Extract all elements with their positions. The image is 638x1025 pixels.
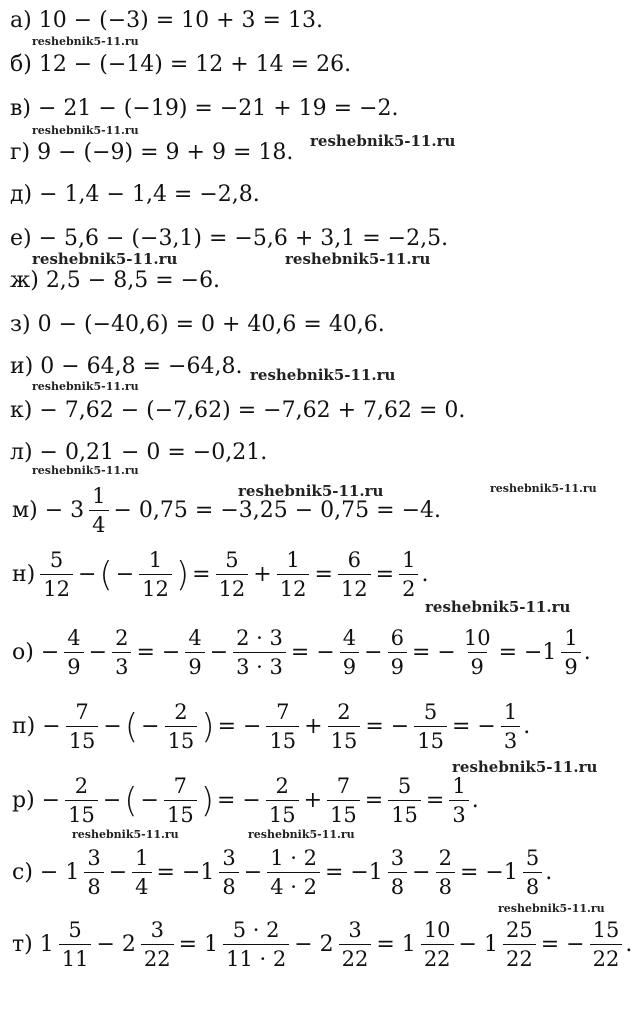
denominator: 11 bbox=[59, 944, 92, 971]
operator: = − bbox=[540, 932, 585, 957]
solution-r bbox=[10, 774, 479, 827]
operator: = − bbox=[290, 640, 335, 665]
numerator: 1 bbox=[402, 548, 416, 572]
denominator: 15 bbox=[388, 800, 421, 827]
operator: − bbox=[141, 714, 160, 739]
label: м) − 3 bbox=[12, 498, 85, 523]
fraction bbox=[40, 548, 73, 601]
denominator: 9 bbox=[64, 652, 83, 679]
numerator: 2 bbox=[115, 626, 129, 650]
fraction bbox=[590, 918, 623, 971]
fraction bbox=[164, 774, 197, 827]
denominator: 15 bbox=[266, 800, 299, 827]
watermark: reshebnik5-11.ru bbox=[498, 902, 605, 915]
fraction bbox=[328, 700, 361, 753]
denominator: 9 bbox=[388, 652, 407, 679]
fraction bbox=[89, 484, 108, 537]
numerator: 1 bbox=[92, 484, 106, 508]
label: т) 1 bbox=[12, 932, 54, 957]
watermark: reshebnik5-11.ru bbox=[32, 250, 178, 268]
fraction bbox=[219, 846, 238, 899]
numerator: 5 bbox=[68, 918, 82, 942]
numerator: 2 bbox=[337, 700, 351, 724]
operator: = −1 bbox=[156, 860, 215, 885]
fraction bbox=[388, 774, 421, 827]
operator: = − bbox=[217, 714, 262, 739]
paren-right: ) bbox=[201, 706, 215, 747]
label: р) − bbox=[12, 788, 61, 813]
solution-k: к) − 7,62 − (−7,62) = −7,62 + 7,62 = 0. bbox=[10, 398, 466, 423]
solution-a: а) 10 − (−3) = 10 + 3 = 13. bbox=[10, 8, 323, 33]
label: п) − bbox=[12, 714, 61, 739]
solution-e: е) − 5,6 − (−3,1) = −5,6 + 3,1 = −2,5. bbox=[10, 226, 449, 251]
numerator: 1 bbox=[135, 846, 149, 870]
numerator: 6 bbox=[390, 626, 404, 650]
fraction bbox=[223, 918, 289, 971]
denominator: 12 bbox=[40, 574, 73, 601]
denominator: 22 bbox=[421, 944, 454, 971]
numerator: 5 bbox=[423, 700, 438, 724]
operator: = 1 bbox=[376, 932, 416, 957]
denominator: 8 bbox=[388, 872, 407, 899]
denominator: 8 bbox=[523, 872, 542, 899]
numerator: 4 bbox=[67, 626, 81, 650]
numerator: 7 bbox=[75, 700, 89, 724]
operator: − bbox=[412, 860, 431, 885]
fraction bbox=[59, 918, 92, 971]
watermark: reshebnik5-11.ru bbox=[32, 124, 139, 137]
denominator: 12 bbox=[216, 574, 249, 601]
denominator: 4 · 2 bbox=[267, 872, 320, 899]
fraction bbox=[132, 846, 151, 899]
paren-left: ( bbox=[99, 554, 113, 595]
numerator: 2 bbox=[275, 774, 289, 798]
paren-right: ) bbox=[175, 554, 190, 595]
watermark: reshebnik5-11.ru bbox=[248, 828, 355, 841]
period: . bbox=[471, 788, 479, 813]
numerator: 2 bbox=[174, 700, 188, 724]
paren-left: ( bbox=[124, 780, 138, 821]
fraction bbox=[267, 846, 320, 899]
operator: − bbox=[102, 788, 122, 813]
solution-z: з) 0 − (−40,6) = 0 + 40,6 = 40,6. bbox=[10, 312, 385, 337]
operator: = − bbox=[216, 788, 261, 813]
operator: = − bbox=[411, 640, 456, 665]
denominator: 3 bbox=[112, 652, 131, 679]
numerator: 3 bbox=[150, 918, 164, 942]
fraction bbox=[388, 846, 407, 899]
numerator: 1 bbox=[148, 548, 163, 572]
denominator: 22 bbox=[141, 944, 174, 971]
operator: = 1 bbox=[178, 932, 219, 957]
watermark: reshebnik5-11.ru bbox=[490, 482, 597, 495]
operator: − bbox=[108, 860, 128, 885]
solution-p bbox=[10, 700, 530, 753]
denominator: 12 bbox=[277, 574, 310, 601]
numerator: 15 bbox=[592, 918, 620, 942]
operator: − 1 bbox=[458, 932, 498, 957]
denominator: 9 bbox=[561, 652, 580, 679]
fraction bbox=[266, 700, 299, 753]
numerator: 6 bbox=[347, 548, 361, 572]
fraction bbox=[339, 918, 372, 971]
numerator: 7 bbox=[336, 774, 351, 798]
operator: = bbox=[364, 788, 384, 813]
denominator: 2 bbox=[399, 574, 418, 601]
watermark: reshebnik5-11.ru bbox=[32, 464, 139, 477]
numerator: 7 bbox=[276, 700, 290, 724]
denominator: 3 bbox=[449, 800, 468, 827]
fraction bbox=[233, 626, 286, 679]
fraction bbox=[65, 774, 98, 827]
watermark: reshebnik5-11.ru bbox=[310, 132, 456, 150]
numerator: 7 bbox=[173, 774, 188, 798]
denominator: 15 bbox=[327, 800, 360, 827]
numerator: 1 bbox=[452, 774, 466, 798]
fraction bbox=[338, 548, 371, 601]
fraction bbox=[340, 626, 359, 679]
label: о) − bbox=[12, 640, 60, 665]
fraction bbox=[523, 846, 542, 899]
operator: = bbox=[192, 562, 211, 587]
watermark: reshebnik5-11.ru bbox=[32, 35, 139, 48]
solution-v: в) − 21 − (−19) = −21 + 19 = −2. bbox=[10, 96, 399, 121]
numerator: 1 · 2 bbox=[270, 846, 317, 870]
operator: − bbox=[88, 640, 108, 665]
numerator: 3 bbox=[390, 846, 405, 870]
numerator: 5 bbox=[525, 846, 540, 870]
watermark: reshebnik5-11.ru bbox=[425, 598, 571, 616]
solution-t bbox=[10, 918, 632, 971]
operator: = −1 bbox=[324, 860, 383, 885]
denominator: 9 bbox=[468, 652, 487, 679]
denominator: 15 bbox=[328, 726, 361, 753]
denominator: 12 bbox=[338, 574, 371, 601]
numerator: 10 bbox=[423, 918, 451, 942]
fraction bbox=[399, 548, 418, 601]
solution-g: г) 9 − (−9) = 9 + 9 = 18. bbox=[10, 140, 294, 165]
numerator: 10 bbox=[463, 626, 491, 650]
period: . bbox=[421, 562, 429, 587]
numerator: 1 bbox=[564, 626, 578, 650]
paren-right: ) bbox=[200, 780, 214, 821]
operator: − 2 bbox=[294, 932, 334, 957]
solution-i: и) 0 − 64,8 = −64,8. bbox=[10, 354, 243, 379]
denominator: 9 bbox=[185, 652, 204, 679]
operator: = − bbox=[136, 640, 181, 665]
numerator: 3 bbox=[348, 918, 362, 942]
denominator: 15 bbox=[164, 800, 197, 827]
fraction bbox=[421, 918, 454, 971]
solution-b: б) 12 − (−14) = 12 + 14 = 26. bbox=[10, 52, 352, 77]
watermark: reshebnik5-11.ru bbox=[32, 380, 139, 393]
operator: − bbox=[140, 788, 159, 813]
label: с) − 1 bbox=[12, 860, 80, 885]
solution-l: л) − 0,21 − 0 = −0,21. bbox=[10, 440, 268, 465]
fraction bbox=[277, 548, 310, 601]
denominator: 4 bbox=[89, 510, 108, 537]
denominator: 9 bbox=[340, 652, 359, 679]
numerator: 5 bbox=[225, 548, 239, 572]
fraction bbox=[501, 700, 520, 753]
denominator: 12 bbox=[139, 574, 172, 601]
denominator: 22 bbox=[339, 944, 372, 971]
fraction bbox=[388, 626, 407, 679]
denominator: 15 bbox=[266, 726, 299, 753]
denominator: 15 bbox=[165, 726, 198, 753]
fraction bbox=[327, 774, 360, 827]
denominator: 3 · 3 bbox=[233, 652, 286, 679]
numerator: 4 bbox=[188, 626, 202, 650]
numerator: 4 bbox=[342, 626, 357, 650]
operator: = −1 bbox=[498, 640, 557, 665]
numerator: 5 bbox=[397, 774, 412, 798]
denominator: 8 bbox=[84, 872, 103, 899]
numerator: 3 bbox=[222, 846, 236, 870]
fraction bbox=[165, 700, 198, 753]
fraction bbox=[185, 626, 204, 679]
fraction bbox=[414, 700, 447, 753]
solution-n bbox=[10, 548, 428, 601]
operator: = − bbox=[451, 714, 496, 739]
numerator: 25 bbox=[505, 918, 533, 942]
operator: − bbox=[209, 640, 229, 665]
period: . bbox=[545, 860, 553, 885]
denominator: 8 bbox=[219, 872, 238, 899]
operator: = bbox=[425, 788, 445, 813]
denominator: 4 bbox=[132, 872, 151, 899]
operator: − bbox=[115, 562, 135, 587]
fraction bbox=[503, 918, 536, 971]
operator: + bbox=[253, 562, 272, 587]
denominator: 22 bbox=[590, 944, 623, 971]
denominator: 8 bbox=[436, 872, 455, 899]
operator: = bbox=[375, 562, 395, 587]
watermark: reshebnik5-11.ru bbox=[452, 758, 598, 776]
fraction bbox=[84, 846, 103, 899]
watermark: reshebnik5-11.ru bbox=[285, 250, 431, 268]
numerator: 2 bbox=[74, 774, 89, 798]
fraction bbox=[461, 626, 494, 679]
numerator: 3 bbox=[87, 846, 101, 870]
operator: + bbox=[304, 714, 323, 739]
watermark: reshebnik5-11.ru bbox=[238, 482, 384, 500]
numerator: 5 · 2 bbox=[232, 918, 280, 942]
solution-zh: ж) 2,5 − 8,5 = −6. bbox=[10, 268, 221, 293]
period: . bbox=[583, 640, 591, 665]
numerator: 2 bbox=[438, 846, 452, 870]
expression: − 0,75 = −3,25 − 0,75 = −4. bbox=[113, 498, 441, 523]
fraction bbox=[449, 774, 468, 827]
fraction bbox=[112, 626, 131, 679]
numerator: 1 bbox=[286, 548, 300, 572]
operator: = − bbox=[365, 714, 410, 739]
solution-s bbox=[10, 846, 552, 899]
operator: − bbox=[243, 860, 263, 885]
label: н) bbox=[12, 562, 36, 587]
numerator: 5 bbox=[49, 548, 64, 572]
operator: − bbox=[77, 562, 97, 587]
operator: + bbox=[303, 788, 323, 813]
fraction bbox=[266, 774, 299, 827]
denominator: 15 bbox=[65, 800, 98, 827]
watermark: reshebnik5-11.ru bbox=[250, 366, 396, 384]
denominator: 22 bbox=[503, 944, 536, 971]
denominator: 3 bbox=[501, 726, 520, 753]
solution-o bbox=[10, 626, 591, 679]
operator: − bbox=[103, 714, 122, 739]
operator: = −1 bbox=[459, 860, 518, 885]
numerator: 2 · 3 bbox=[236, 626, 283, 650]
fraction bbox=[216, 548, 249, 601]
operator: − 2 bbox=[96, 932, 136, 957]
denominator: 11 · 2 bbox=[223, 944, 289, 971]
period: . bbox=[625, 932, 633, 957]
fraction bbox=[141, 918, 174, 971]
fraction bbox=[139, 548, 172, 601]
denominator: 15 bbox=[66, 726, 99, 753]
fraction bbox=[64, 626, 83, 679]
fraction bbox=[436, 846, 455, 899]
fraction bbox=[561, 626, 580, 679]
fraction bbox=[66, 700, 99, 753]
solution-d: д) − 1,4 − 1,4 = −2,8. bbox=[10, 182, 260, 207]
operator: − bbox=[364, 640, 383, 665]
period: . bbox=[523, 714, 531, 739]
denominator: 15 bbox=[414, 726, 447, 753]
numerator: 1 bbox=[503, 700, 518, 724]
paren-left: ( bbox=[124, 706, 139, 747]
operator: = bbox=[314, 562, 333, 587]
watermark: reshebnik5-11.ru bbox=[72, 828, 179, 841]
